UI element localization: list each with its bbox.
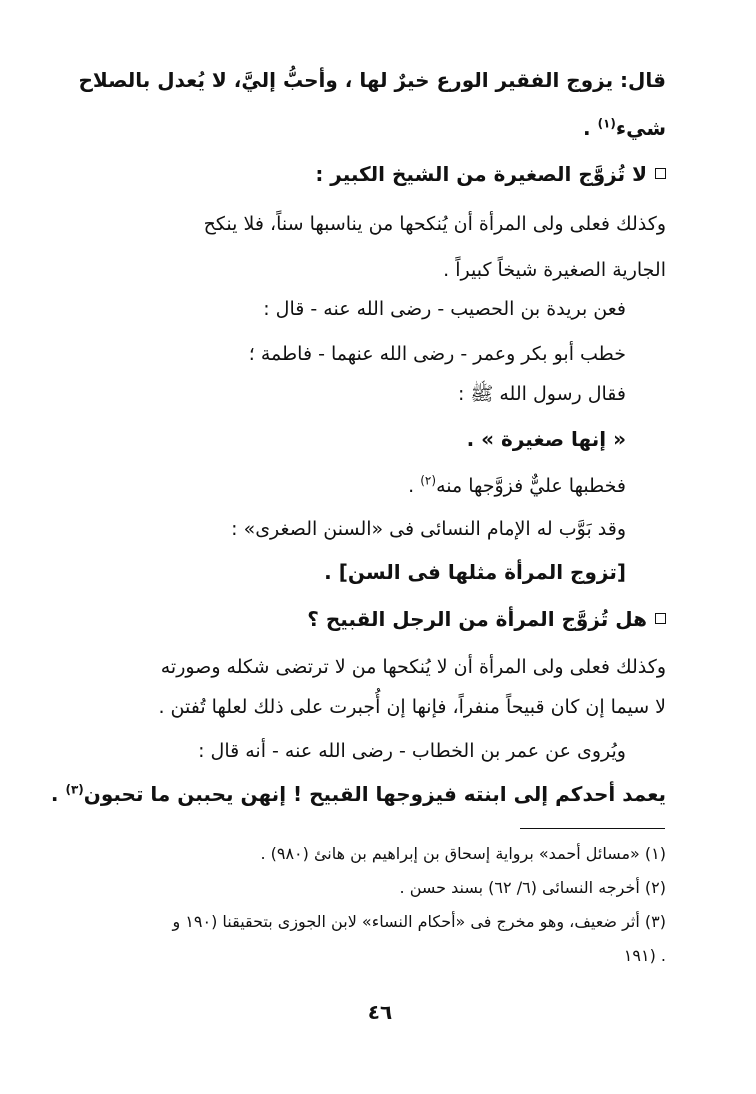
text-line-2-word: شيء [615, 116, 666, 140]
paragraph-4: فقال رسول الله ﷺ : [457, 383, 626, 405]
paragraph-6-end: . [408, 475, 421, 497]
footnote-ref-2: (٢) [420, 473, 437, 488]
section-heading-text: هل تُزوَّج المرأة من الرجل القبيح ؟ [307, 607, 647, 631]
square-bullet-icon [655, 168, 666, 179]
text-line-1: قال: يزوج الفقير الورع خيرٌ لها ، وأحبُّ إليَّ، لا يُعدل بالصلاح [78, 68, 666, 92]
paragraph-6 [408, 472, 626, 500]
footnote-3-line-2: ١٩١) . [623, 946, 666, 965]
paragraph-6-text: فخطبها عليٌّ فزوَّجها منه [436, 475, 626, 497]
text-line-2-end: . [583, 116, 598, 140]
hadith-quote: « إنها صغيرة » . [466, 427, 626, 451]
paragraph-11 [51, 780, 666, 808]
paragraph-3: خطب أبو بكر وعمر - رضى الله عنهما - فاطمة ؛ [248, 343, 626, 365]
paragraph-11-end: . [50, 782, 66, 806]
paragraph-11-text: يعمد أحدكم إلى ابنته فيزوجها القبيح ! إنهن يحببن ما تحبون [83, 782, 666, 806]
footnote-2: (٢) أخرجه النسائى (٦/ ٦٢) بسند حسن . [399, 878, 666, 897]
paragraph-2: فعن بريدة بن الحصيب - رضى الله عنه - قال : [263, 298, 626, 320]
page-number: ٤٦ [367, 1000, 393, 1024]
footnote-3-line-1: (٣) أثر ضعيف، وهو مخرج فى «أحكام النساء» لابن الجوزى بتحقيقنا (١٩٠ و [172, 912, 666, 931]
chapter-title-quote: [تزوج المرأة مثلها فى السن] . [324, 560, 626, 584]
footnote-separator [520, 828, 665, 829]
text-line-2 [583, 114, 666, 142]
section-heading-ugly-man [307, 605, 666, 633]
paragraph-7: وقد بَوَّب له الإمام النسائى فى «السنن الصغرى» : [231, 518, 626, 540]
paragraph-9-line-2: لا سيما إن كان قبيحاً منفراً، فإنها إن أُجبرت على ذلك لعلها تُفتن . [158, 696, 666, 718]
paragraph-1-line-1: وكذلك فعلى ولى المرأة أن يُنكحها من يناسبها سناً، فلا ينكح [203, 213, 666, 235]
paragraph-10: ويُروى عن عمر بن الخطاب - رضى الله عنه - أنه قال : [198, 740, 626, 762]
footnote-1: (١) «مسائل أحمد» برواية إسحاق بن إبراهيم بن هانئ (٩٨٠) . [260, 844, 666, 863]
paragraph-9-line-1: وكذلك فعلى ولى المرأة أن لا يُنكحها من لا ترتضى شكله وصورته [160, 656, 666, 678]
section-heading-text: لا تُزوَّج الصغيرة من الشيخ الكبير : [315, 162, 647, 186]
square-bullet-icon [655, 613, 666, 624]
footnote-ref-1: (١) [597, 116, 616, 131]
footnote-ref-3: (٣) [65, 782, 84, 797]
section-heading-young-girl [315, 160, 666, 188]
paragraph-1-line-2: الجارية الصغيرة شيخاً كبيراً . [443, 259, 666, 281]
